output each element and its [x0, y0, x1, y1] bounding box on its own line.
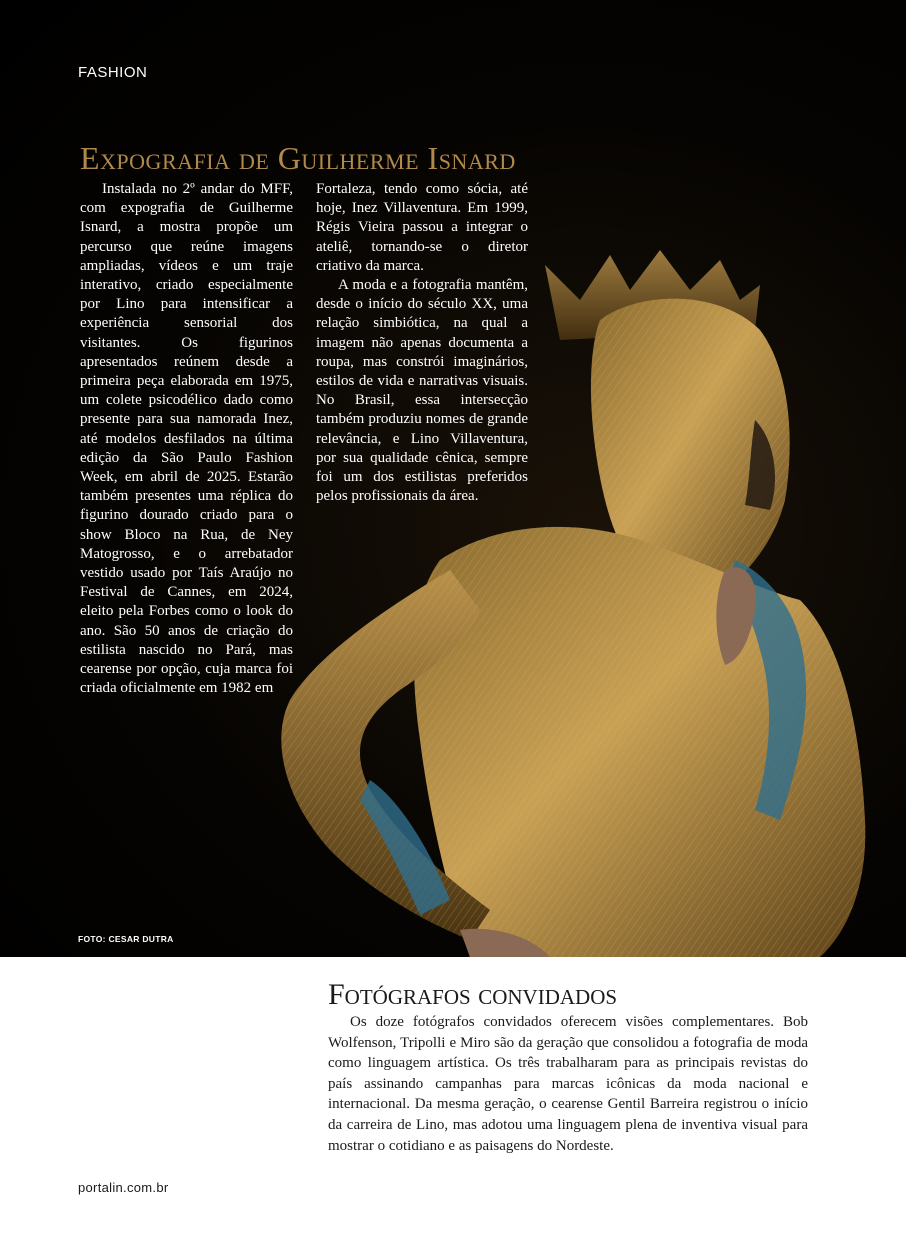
article-column-2	[316, 180, 528, 506]
section-body	[328, 1012, 808, 1156]
section-heading: Fotógrafos convidados	[328, 978, 618, 1011]
section-label: FASHION	[78, 64, 148, 81]
article-heading: Expografia de Guilherme Isnard	[80, 140, 516, 176]
article-paragraph: A moda e a fotografia mantêm, desde o início do século XX, uma relação simbiótica, na qual a imagem não apenas documenta a roupa, mas constrói imaginários, estilos de vida e narrativas visuais. No Brasil, essa intersecção também produziu nomes de grande relevância, e Lino Villaventura, por sua qualidade cênica, sempre foi um dos estilistas preferidos pelos profissionais da área.	[316, 277, 528, 505]
article-paragraph-continued: Fortaleza, tendo como sócia, até hoje, Inez Villaventura. Em 1999, Régis Vieira passou a integrar o ateliê, tornando-se o diretor criativo da marca.	[316, 181, 528, 274]
section-paragraph: Os doze fotógrafos convidados oferecem visões complementares. Bob Wolfenson, Tripolli e Miro são da geração que consolidou a fotografia de moda como linguagem artística. Os três trabalharam para as principais revistas do país assinando campanhas para marcas icônicas da moda nacional e internacional. Da mesma geração, o cearense Gentil Barreira registrou o início da carreira de Lino, mas adotou uma linguagem plena de inventiva visual para mostrar o cotidiano e as paisagens do Nordeste.	[328, 1014, 808, 1154]
footer-url[interactable]: portalin.com.br	[78, 1180, 169, 1195]
article-column-1	[80, 180, 293, 698]
article-paragraph: Instalada no 2º andar do MFF, com expografia de Guilherme Isnard, a mostra propõe um percurso que reúne imagens ampliadas, vídeos e um traje interativo, criado especialmente por Lino para intensificar a experiência sensorial dos visitantes. Os figurinos apresentados reúnem desde a primeira peça elaborada em 1975, um colete psicodélico dado como presente para sua namorada Inez, até modelos desfilados na última edição da São Paulo Fashion Week, em abril de 2025. Estarão também presentes uma réplica do figurino dourado criado para o show Bloco na Rua, de Ney Matogrosso, e o arrebatador vestido usado por Taís Araújo no Festival de Cannes, em 2024, eleito pela Forbes como o look do ano. São 50 anos de criação do estilista nascido no Pará, mas cearense por opção, cuja marca foi criada oficialmente em 1982 em	[80, 181, 293, 697]
photo-credit: FOTO: CESAR DUTRA	[78, 934, 174, 944]
